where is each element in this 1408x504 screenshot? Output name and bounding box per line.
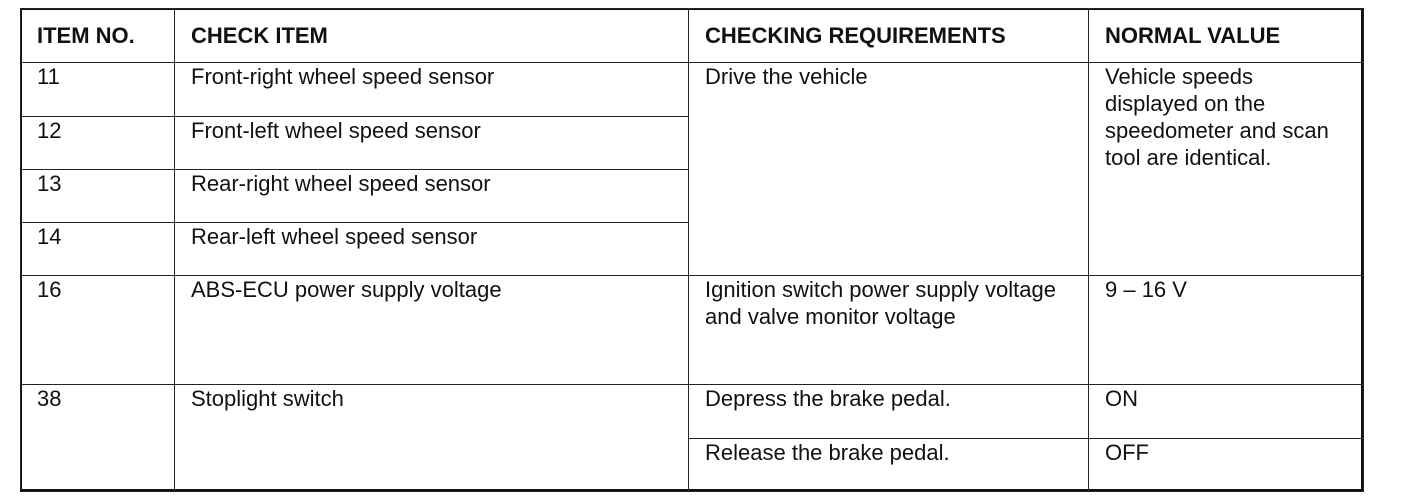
normal-value-cell: ON [1089, 385, 1364, 439]
item-no-cell: 11 [21, 63, 175, 117]
item-no-cell: 16 [21, 276, 175, 385]
check-item-cell: Stoplight switch [175, 385, 689, 492]
table-row [21, 385, 1364, 439]
item-no-cell: 38 [21, 385, 175, 492]
check-item-cell: Rear-left wheel speed sensor [175, 223, 689, 276]
check-item-cell: Front-right wheel speed sensor [175, 63, 689, 117]
check-item-cell: ABS-ECU power supply voltage [175, 276, 689, 385]
header-checking-requirements: CHECKING REQUIREMENTS [689, 9, 1089, 63]
check-item-cell: Rear-right wheel speed sensor [175, 170, 689, 223]
checking-requirements-cell: Release the brake pedal. [689, 439, 1089, 492]
normal-value-cell: Vehicle speeds displayed on the speedometer and scan tool are identical. [1089, 63, 1364, 276]
item-no-cell: 12 [21, 117, 175, 170]
header-normal-value: NORMAL VALUE [1089, 9, 1364, 63]
check-item-cell: Front-left wheel speed sensor [175, 117, 689, 170]
table-row [21, 63, 1364, 117]
checking-requirements-cell: Ignition switch power supply voltage and valve monitor voltage [689, 276, 1089, 385]
item-no-cell: 14 [21, 223, 175, 276]
check-item-table [20, 8, 1364, 492]
header-row [21, 9, 1364, 63]
normal-value-cell: 9 – 16 V [1089, 276, 1364, 385]
header-check-item: CHECK ITEM [175, 9, 689, 63]
item-no-cell: 13 [21, 170, 175, 223]
header-item-no: ITEM NO. [21, 9, 175, 63]
checking-requirements-cell: Depress the brake pedal. [689, 385, 1089, 439]
checking-requirements-cell: Drive the vehicle [689, 63, 1089, 276]
normal-value-cell: OFF [1089, 439, 1364, 492]
table-row [21, 276, 1364, 385]
